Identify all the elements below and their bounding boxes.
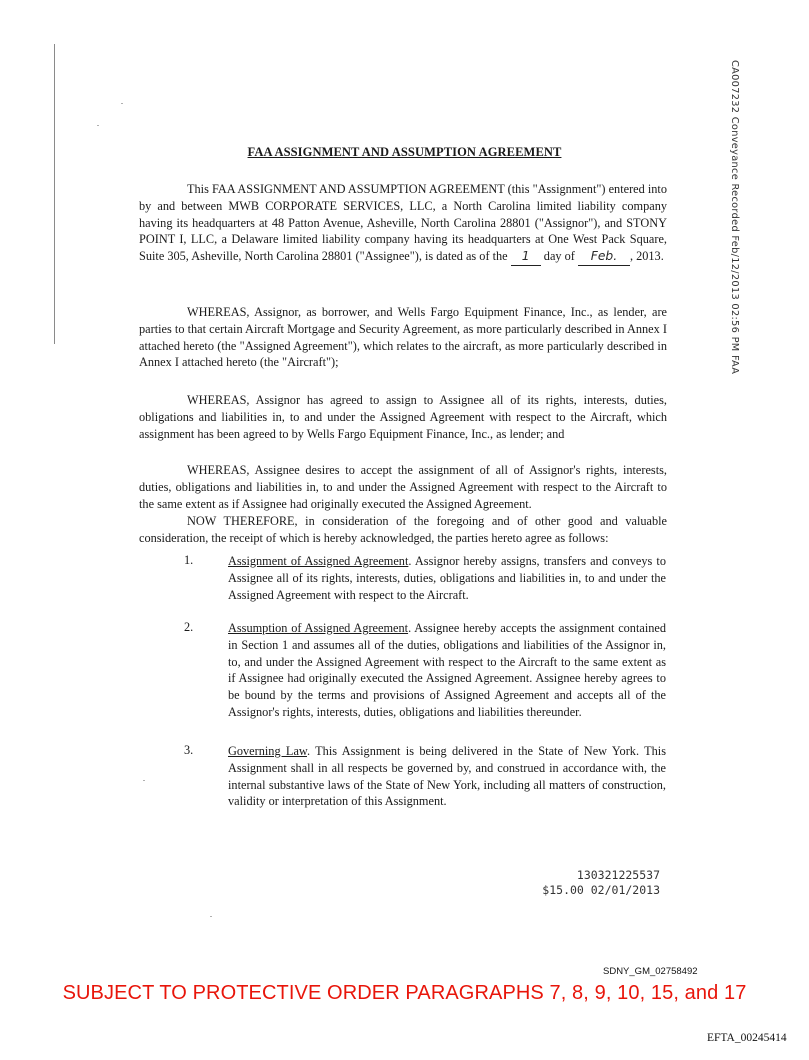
whereas-paragraph-3: WHEREAS, Assignee desires to accept the assignment of all of Assignor's rights, interests, duties, obligations and liabilities in, to and under the Assigned Agreement with respect to the Aircraft to the same extent as if Assignee had originally executed the Assigned Agreement.	[139, 463, 667, 511]
scan-speck	[210, 916, 212, 917]
section-body	[228, 553, 666, 603]
scan-speck	[121, 103, 123, 104]
whereas-paragraph-1: WHEREAS, Assignor, as borrower, and Wells Fargo Equipment Finance, Inc., as lender, are parties to that certain Aircraft Mortgage and Security Agreement, as more particularly described in Annex I attached hereto (the "Assigned Agreement"), which relates to the aircraft, as more particularly described in Annex I attached hereto (the "Aircraft");	[139, 305, 667, 370]
whereas-paragraph-2: WHEREAS, Assignor has agreed to assign to Assignee all of its rights, interests, duties, obligations and liabilities in, to and under the Assigned Agreement with respect to the Aircraft, which assignment has been agreed to by Wells Fargo Equipment Finance, Inc., as lender; and	[139, 393, 667, 441]
receipt-fee-date: $15.00 02/01/2013	[542, 883, 660, 897]
document-page: CA007232 Conveyance Recorded Feb/12/2013 02:56 PM FAA FAA ASSIGNMENT AND ASSUMPTION AGREEMENT This FAA ASSIGNMENT AND ASSUMPTION AGREEMENT (this "Assignment") entered into by and between MWB CORPORATE SERVICES, LLC, a North Carolina limited liability company having its headquarters at 48 Patton Avenue, Asheville, North Carolina 28801 ("Assignor"), and STONY POINT I, LLC, a Delaware limited liability company having its headquarters at One West Pack Square, Suite 305, Asheville, North Carolina 28801 ("Assignee"), is dated as of the 1 day of Feb. , 2013. WHEREAS, Assignor, as borrower, and Wells Fargo Equipment Finance, Inc., as lender, are parties to that certain Aircraft Mortgage and Security Agreement, as more particularly described in Annex I attached hereto (the "Assigned Agreement"), which relates to the aircraft, as more particularly described in Annex I attached hereto (the "Aircraft"); WHEREAS, Assignor has agreed to assign to Assignee all of its rights, interests, duties, obligations and liabilities in, to and under the Assigned Agreement with respect to the Aircraft, which assignment has been agreed to by Wells Fargo Equipment Finance, Inc., as lender; and WHEREAS, Assignee desires to accept the assignment of all of Assignor's rights, interests, duties, obligations and liabilities in, to and under the Assigned Agreement with respect to the Aircraft to the same extent as if Assignee had originally executed the Assigned Agreement. NOW THEREFORE, in consideration of the foregoing and of other good and valuable consideration, the receipt of which is hereby acknowledged, the parties hereto agree as follows: 1. Assignment of Assigned Agreement. Assignor hereby assigns, transfers and conveys to Assignee all of its rights, interests, duties, obligations and liabilities in, to and under the Assigned Agreement with respect to the Aircraft. 2. Assumption of Assigned Agreement. Assignee hereby accepts the assignment contained in Section 1 and assumes all of the duties, obligations and liabilities of the Assignor in, to, and under the Assigned Agreement with respect to the Aircraft to the same extent as if Assignee had originally executed the Assigned Agreement. Assignee hereby agrees to be bound by the terms and provisions of Assigned Agreement and accepts all of the Assignor's rights, interests, duties, obligations and liabilities thereunder. 3. Governing Law. This Assignment is being delivered in the State of New York. This Assignment shall in all respects be governed by, and construed in accordance with, the internal substantive laws of the State of New York, including all matters of construction, validity or interpretation of this Assignment. 130321225537 $15.00 02/01/2013 SDNY_GM_02758492 SUBJECT TO PROTECTIVE ORDER PARAGRAPHS 7, 8, 9, 10, 15, and 17 EFTA_00245414	[0, 0, 809, 1060]
scan-speck	[97, 125, 99, 126]
section-number: 1.	[184, 553, 194, 567]
section-text: . Assignee hereby accepts the assignment contained in Section 1 and assumes all of the duties, obligations and liabilities of the Assignor in, to, and under the Assigned Agreement with respect to the Aircraft to the same extent as if Assignee had originally executed the Assigned Agreement. Assignee hereby agrees to be bound by the terms and provisions of Assigned Agreement and accepts all of the Assignor's rights, interests, duties, obligations and liabilities thereunder.	[228, 621, 666, 719]
intro-paragraph	[139, 181, 667, 266]
document-title: FAA ASSIGNMENT AND ASSUMPTION AGREEMENT	[247, 145, 562, 159]
section-text: . Assignor hereby assigns, transfers and conveys to Assignee all of its rights, interests, duties, obligations and liabilities in, to and under the Assigned Agreement with respect to the Aircraft.	[228, 554, 666, 602]
protective-order-notice: SUBJECT TO PROTECTIVE ORDER PARAGRAPHS 7, 8, 9, 10, 15, and 17	[62, 982, 747, 1004]
now-therefore-paragraph: NOW THEREFORE, in consideration of the foregoing and of other good and valuable consideration, the receipt of which is hereby acknowledged, the parties hereto agree as follows:	[139, 514, 667, 545]
section-heading: Assignment of Assigned Agreement	[228, 554, 409, 568]
section-number: 3.	[184, 743, 194, 757]
filing-receipt-stamp	[540, 868, 660, 898]
intro-text: This FAA ASSIGNMENT AND ASSUMPTION AGREEMENT (this "Assignment") entered into by and between MWB CORPORATE SERVICES, LLC, a North Carolina limited liability company having its headquarters at 48 Patton Avenue, Asheville, North Carolina 28801 ("Assignor"), and STONY POINT I, LLC, a Delaware limited liability company having its headquarters at One West Pack Square, Suite 305, Asheville, North Carolina 28801 ("Assignee"), is dated as of the	[139, 182, 667, 264]
month-field: Feb.	[578, 248, 630, 266]
section-heading: Assumption of Assigned Agreement	[228, 621, 409, 635]
section-number: 2.	[184, 620, 194, 634]
scan-margin-line	[54, 44, 55, 344]
section-heading: Governing Law	[228, 744, 307, 758]
section-body	[228, 743, 666, 810]
section-body	[228, 620, 666, 721]
day-field: 1	[511, 248, 541, 266]
day-of-label: day of	[543, 249, 575, 264]
scan-speck	[143, 780, 145, 781]
receipt-number: 130321225537	[576, 868, 660, 882]
section-text: . This Assignment is being delivered in the State of New York. This Assignment shall in all respects be governed by, and construed in accordance with, the internal substantive laws of the State of New York, including all matters of construction, validity or interpretation of this Assignment.	[228, 744, 666, 809]
bates-number: SDNY_GM_02758492	[603, 966, 698, 977]
efta-number: EFTA_00245414	[707, 1032, 787, 1044]
year-text: , 2013.	[629, 249, 664, 264]
